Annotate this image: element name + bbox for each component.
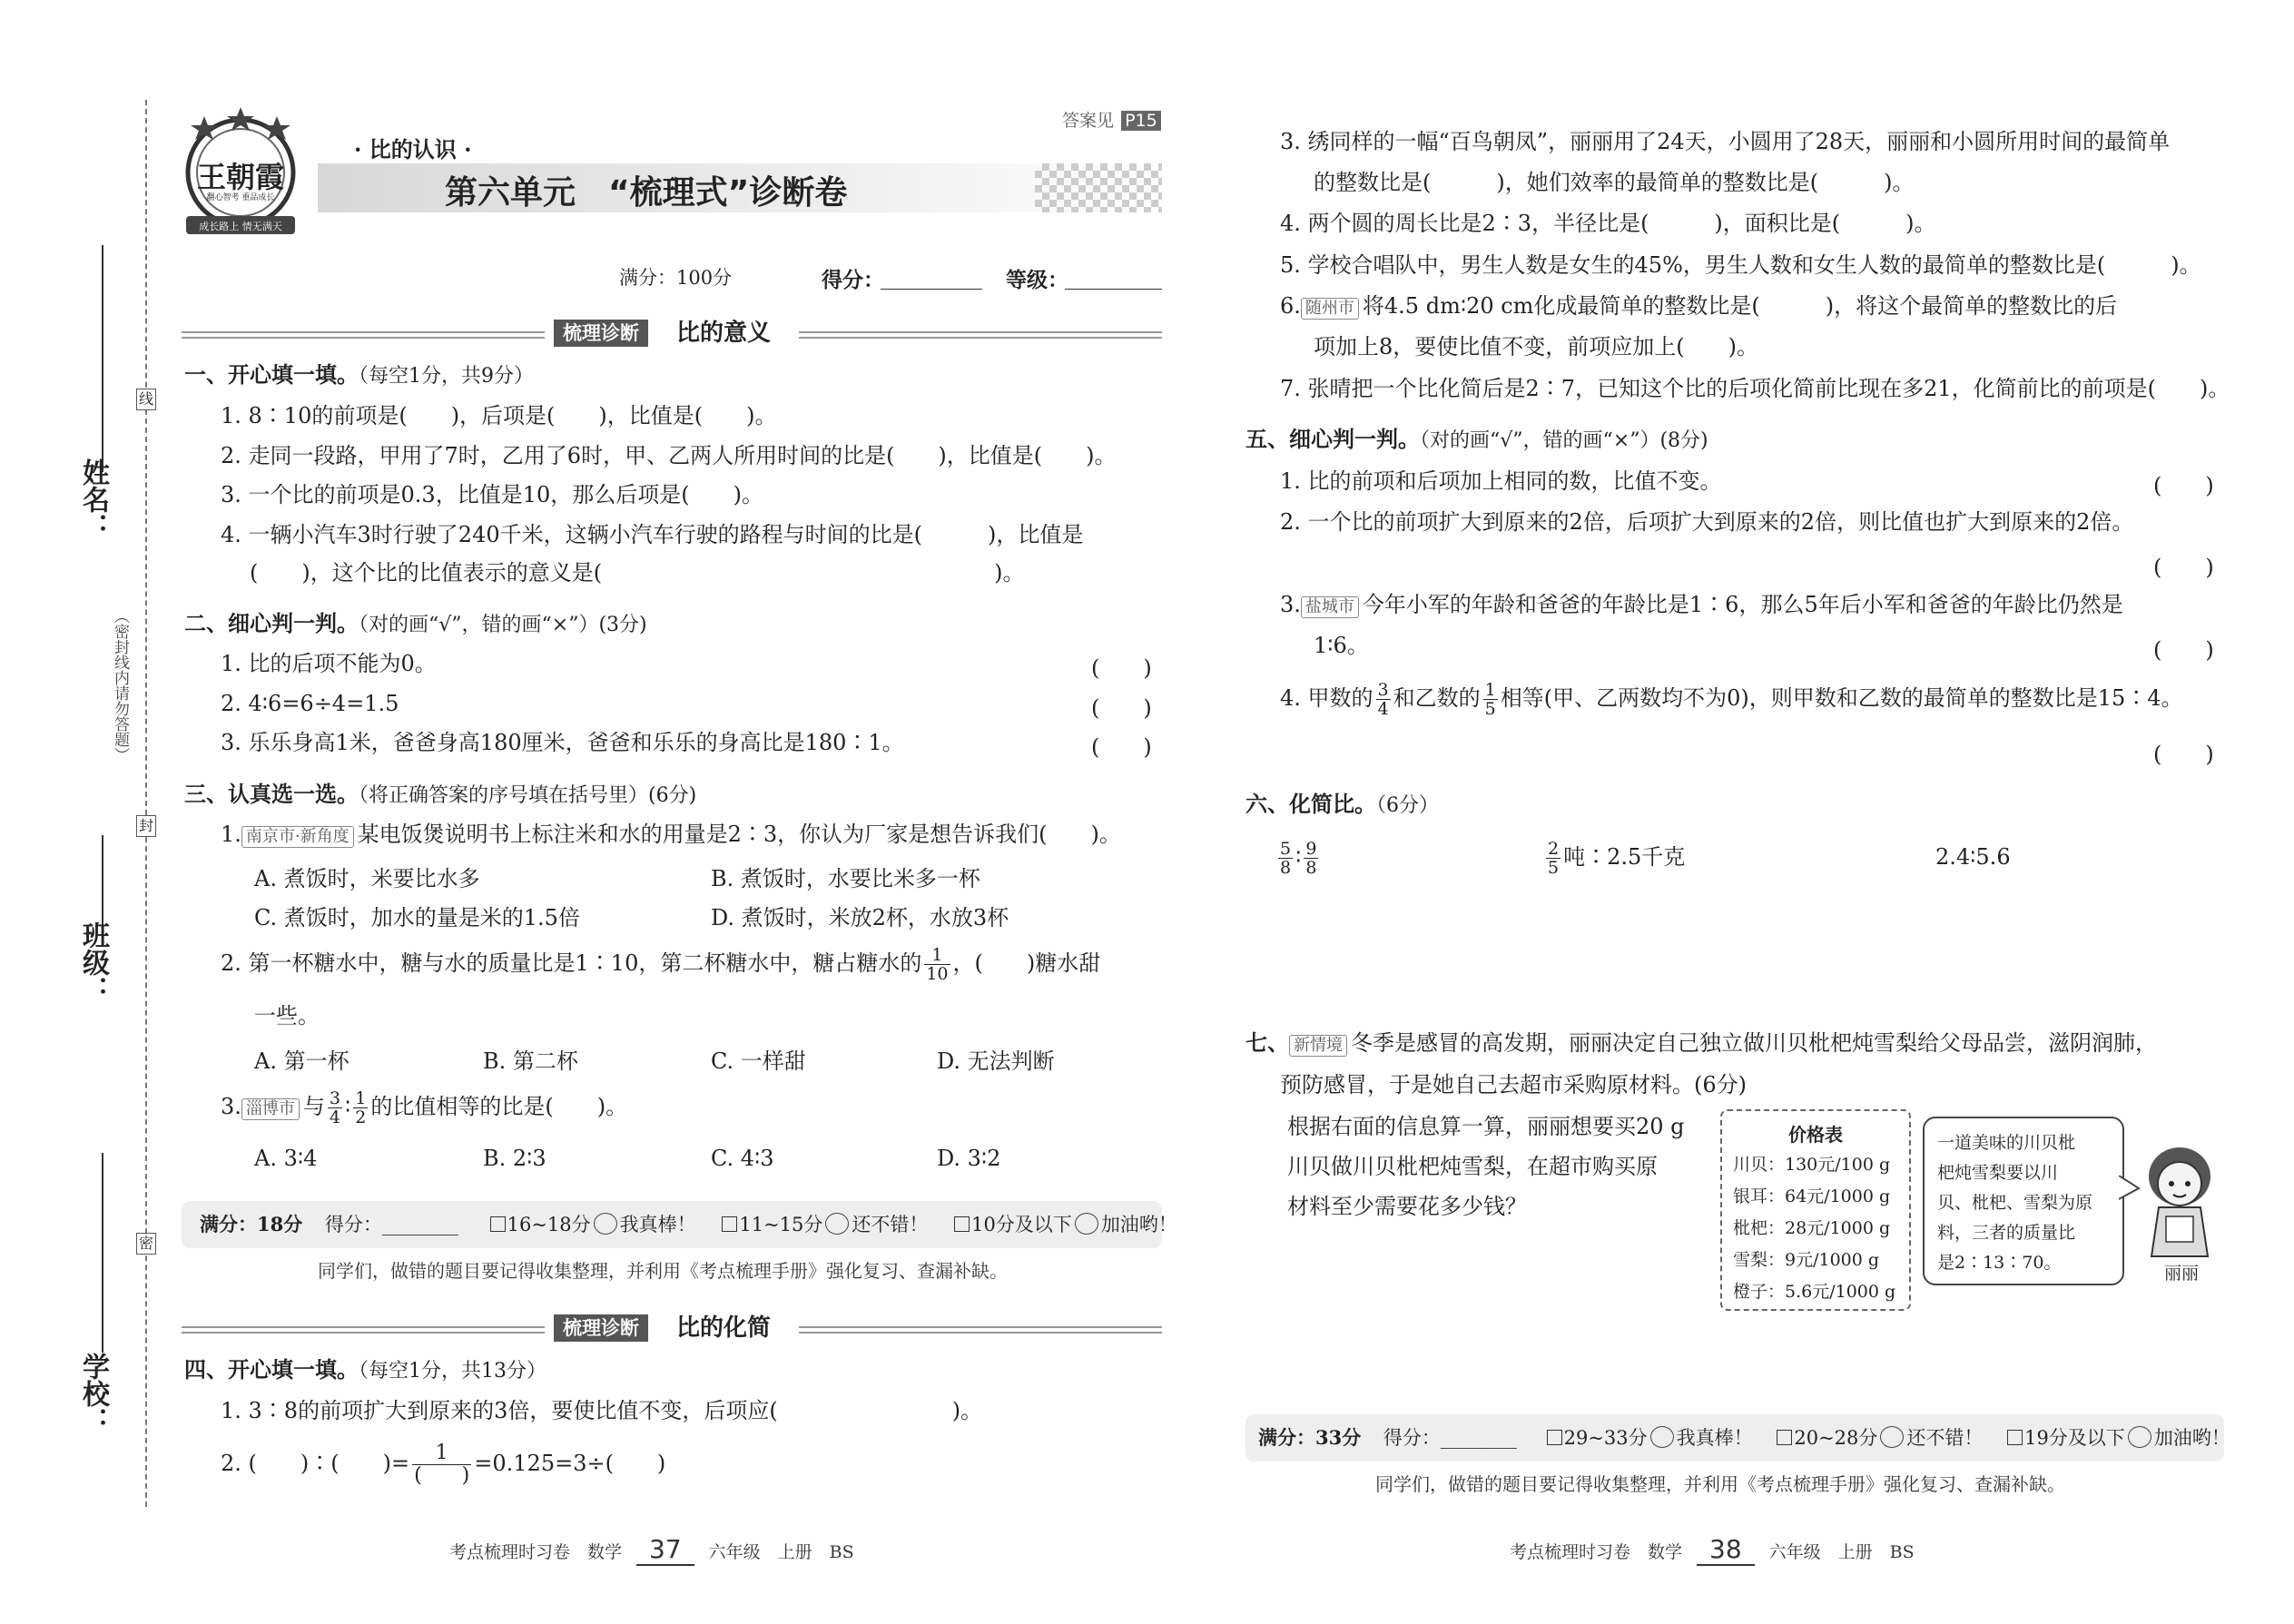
section-3-title [184, 781, 696, 810]
colon: ∶ [1295, 844, 1302, 870]
score-range: 16~18分 [507, 1214, 591, 1235]
section-note: （对的画“√”，错的画“×”）(3分) [359, 614, 647, 636]
score-label: 得分： [822, 269, 884, 292]
s3-q1 [221, 821, 1121, 848]
s3-q2-option-a[interactable]: A. 第一杯 [254, 1048, 350, 1074]
checkbox[interactable] [1547, 1430, 1562, 1445]
expr-rest: 吨∶2.5千克 [1563, 844, 1686, 870]
q-text: 冬季是感冒的高发期，丽丽决定自己独立做川贝枇杷炖雪梨给父母品尝，滋阴润肺， [1351, 1030, 2157, 1056]
s1-q2: 2. 走同一段路，甲用了7时，乙用了6时，甲、乙两人所用时间的比是( )，比值是( )。 [221, 443, 1117, 468]
score-word: 加油哟！ [2153, 1427, 2230, 1449]
section-header-simplify [182, 1314, 1162, 1342]
section-header-meaning [182, 320, 1162, 347]
checkbox[interactable] [490, 1216, 506, 1232]
s5-q3-answer[interactable]: ( ) [2153, 637, 2214, 663]
fraction [1483, 681, 1498, 718]
frac-den: 2 [355, 1107, 367, 1127]
bubble-tail-icon [2119, 1176, 2141, 1203]
score-option-1[interactable] [490, 1201, 696, 1248]
score-option-3[interactable] [954, 1201, 1177, 1248]
section-note: （每空1分，共13分） [359, 1360, 546, 1383]
score-option-1[interactable] [1547, 1414, 1753, 1462]
score-word: 我真棒！ [619, 1214, 696, 1235]
checkbox[interactable] [1777, 1430, 1792, 1445]
section-title-text: 一、开心填一填。 [184, 361, 359, 388]
header-rule-left [182, 1326, 545, 1334]
s7-body-3: 材料至少需要花多少钱？ [1287, 1194, 1527, 1219]
q-text: 今年小军的年龄和爸爸的年龄比是1∶6，那么5年后小军和爸爸的年龄比仍然是 [1362, 592, 2123, 617]
score-full: 满分：18分 [200, 1213, 303, 1235]
footer-series: 考点梳理时习卷 数学 [1510, 1542, 1683, 1562]
frac-num: 3 [1377, 680, 1389, 700]
grade-blank [1065, 289, 1162, 290]
section-note: （对的画“√”，错的画“×”）(8分) [1420, 429, 1708, 452]
section-note: （将正确答案的序号填在括号里）(6分) [359, 784, 697, 807]
s3-q2-option-d[interactable]: D. 无法判断 [937, 1048, 1055, 1074]
section-2-title [184, 610, 647, 639]
s2-q1-answer[interactable]: ( ) [1091, 655, 1152, 681]
header-tag: 梳理诊断 [554, 320, 648, 347]
s4-q2 [221, 1438, 665, 1489]
frac-num: 3 [329, 1088, 340, 1108]
score-range: 20~28分 [1794, 1427, 1878, 1449]
s3-q3 [221, 1084, 627, 1129]
frac-den: ( ) [414, 1464, 470, 1487]
s7-line2: 预防感冒，于是她自己去超市采购原材料。(6分) [1280, 1072, 1747, 1097]
score-range: 19分及以下 [2024, 1427, 2125, 1449]
header-rule-right [799, 1326, 1162, 1334]
mark-seal: 封 [136, 815, 156, 837]
price-row-4: 雪梨：9元/1000 g [1733, 1250, 1880, 1270]
section-5-title [1245, 426, 1708, 455]
brand-name: 王朝霞 [196, 160, 284, 194]
footer-grade: 六年级 上册 BS [1768, 1542, 1915, 1562]
reminder-right: 同学们，做错的题目要记得收集整理，并利用《考点梳理手册》强化复习、查漏补缺。 [1375, 1473, 2065, 1495]
q-text: 某电饭煲说明书上标注米和水的用量是2∶3，你认为厂家是想告诉我们( )。 [357, 822, 1121, 847]
s5-q3-line1 [1280, 591, 2123, 618]
fraction [1546, 840, 1561, 877]
title-checker [1035, 163, 1162, 212]
score-full: 满分：33分 [1258, 1426, 1362, 1449]
frac-den: 8 [1280, 858, 1292, 878]
s6-expr-3: 2.4∶5.6 [1935, 844, 2011, 870]
s7-body-1: 根据右面的信息算一算，丽丽想要买20 g [1287, 1114, 1685, 1139]
score-range: 11~15分 [739, 1214, 823, 1235]
score-word: 还不错！ [1906, 1427, 1984, 1449]
header-title: 比的化简 [676, 1314, 772, 1342]
s2-q2: 2. 4∶6=6÷4=1.5 [221, 691, 399, 716]
s2-q3-answer[interactable]: ( ) [1091, 734, 1152, 760]
q-text: 4. 甲数的 [1280, 685, 1373, 711]
footer-series: 考点梳理时习卷 数学 [449, 1542, 623, 1562]
s5-q1: 1. 比的前项和后项加上相同的数，比值不变。 [1280, 468, 1722, 494]
cheer-face-icon [1075, 1213, 1098, 1235]
s2-q1: 1. 比的后项不能为0。 [221, 651, 437, 676]
header-rule-left [182, 331, 545, 339]
smile-face-icon [825, 1213, 849, 1235]
brand-sub: 成长路上 情无满天 [199, 221, 282, 232]
page-number: 37 [636, 1534, 694, 1566]
binding-dash-line [145, 100, 147, 1507]
cheer-face-icon [2128, 1426, 2151, 1448]
happy-face-icon [594, 1213, 617, 1235]
bubble-line-1: 一道美味的川贝枇 [1937, 1133, 2076, 1153]
page-number: 38 [1697, 1534, 1755, 1566]
s3-q1-option-a[interactable]: A. 煮饭时，米要比水多 [254, 866, 480, 891]
s5-q4-answer[interactable]: ( ) [2153, 742, 2214, 767]
score-word: 加油哟！ [1100, 1214, 1177, 1235]
source-tag: 南京市·新角度 [241, 826, 354, 848]
score-option-3[interactable] [2007, 1414, 2230, 1462]
section-title-text: 六、化简比。 [1245, 791, 1376, 817]
q-text-tail: 相等(甲、乙两数均不为0)，则甲数和乙数的最简单的整数比是15∶4。 [1500, 685, 2183, 711]
score-blank[interactable]: 得分：________ [324, 1214, 458, 1235]
source-tag: 新情境 [1289, 1035, 1347, 1057]
full-score: 满分：100分 [619, 267, 733, 289]
reminder-left: 同学们，做错的题目要记得收集整理，并利用《考点梳理手册》强化复习、查漏补缺。 [318, 1260, 1008, 1282]
s6-expr-2 [1543, 832, 1685, 882]
s3-q1-option-b[interactable]: B. 煮饭时，水要比米多一杯 [711, 866, 980, 891]
fraction [353, 1089, 368, 1127]
frac-den: 5 [1484, 699, 1496, 719]
brand-tiny: 翻心智考 重品成长 [206, 193, 275, 202]
s4-q4: 4. 两个圆的周长比是2∶3，半径比是( )，面积比是( )。 [1280, 211, 1936, 236]
section-4-title [184, 1356, 546, 1385]
fraction [1304, 840, 1318, 877]
happy-face-icon [1650, 1426, 1674, 1448]
fraction [1278, 840, 1293, 877]
s4-q1: 1. 3∶8的前项扩大到原来的3倍，要使比值不变，后项应( )。 [221, 1398, 983, 1423]
frac-den: 5 [1548, 858, 1560, 878]
section-title-text: 五、细心判一判。 [1245, 426, 1420, 452]
frac-den: 4 [329, 1107, 340, 1127]
s3-q3-option-d[interactable]: D. 3∶2 [937, 1146, 1001, 1171]
frac-den: 4 [1377, 699, 1389, 719]
girl-illustration-icon [2139, 1142, 2220, 1260]
section-note: （每空1分，共9分） [359, 365, 534, 388]
price-row-3: 枇杷：28元/1000 g [1733, 1218, 1891, 1238]
school-label: 学校： [77, 1353, 109, 1434]
bubble-line-3: 贝、枇杷、雪梨为原 [1937, 1193, 2093, 1213]
checkbox[interactable] [2007, 1430, 2023, 1445]
s7-body-2: 川贝做川贝枇杷炖雪梨，在超市购买原 [1287, 1154, 1658, 1179]
q-text: 将4.5 dm∶20 cm化成最简单的整数比是( )，将这个最简单的整数比的后 [1362, 293, 2118, 319]
page-title: 第六单元 “梳理式”诊断卷 [445, 174, 848, 212]
frac-num: 1 [412, 1442, 471, 1465]
frac-num: 5 [1280, 839, 1292, 859]
s1-q4-line1: 4. 一辆小汽车3时行驶了240千米，这辆小汽车行驶的路程与时间的比是( )，比值是 [221, 522, 1084, 547]
score-blank[interactable]: 得分：________ [1383, 1427, 1517, 1449]
s4-q7: 7. 张晴把一个比化简后是2∶7，已知这个比的后项化简前比现在多21，化简前比的前项是( )。 [1280, 376, 2230, 401]
s5-q2-answer[interactable]: ( ) [2153, 555, 2214, 580]
s3-q3-option-b[interactable]: B. 2∶3 [483, 1146, 546, 1171]
seal-note: （密封线内请勿答题） [111, 608, 129, 763]
fraction [412, 1442, 471, 1487]
score-bar-1 [182, 1201, 1177, 1248]
s5-q2: 2. 一个比的前项扩大到原来的2倍，后项扩大到原来的2倍，则比值也扩大到原来的2倍。 [1280, 509, 2134, 535]
frac-num: 2 [1548, 839, 1560, 859]
section-title-text: 三、认真选一选。 [184, 781, 359, 807]
s4-q3-line1: 3. 绣同样的一幅“百鸟朝凤”，丽丽用了24天，小圆用了28天，丽丽和小圆所用时间的最简单 [1280, 129, 2171, 154]
q-number: 3. [1280, 592, 1301, 617]
section-title-text: 四、开心填一填。 [184, 1356, 359, 1383]
answer-ref [1062, 107, 1161, 132]
s7-line1 [1245, 1029, 2157, 1057]
frac-num: 1 [1484, 680, 1496, 700]
colon: ∶ [345, 1094, 351, 1119]
score-word: 我真棒！ [1676, 1427, 1753, 1449]
score-bar-2 [1245, 1414, 2230, 1462]
s3-q2-option-c[interactable]: C. 一样甜 [711, 1048, 806, 1074]
name-label: 姓名： [77, 458, 109, 540]
mark-line: 线 [136, 389, 156, 410]
s4-q6-line2: 项加上8，要使比值不变，前项应加上( )。 [1314, 334, 1758, 359]
q-number: 3. [221, 1094, 241, 1119]
score-range: 29~33分 [1563, 1427, 1648, 1449]
section-title-text: 二、细心判一判。 [184, 610, 359, 636]
price-row-1: 川贝：130元/100 g [1733, 1155, 1891, 1175]
s3-q2-line2: 一些。 [254, 1003, 320, 1029]
footer-left [449, 1534, 854, 1566]
q-text-tail: ，( )糖水甜 [952, 950, 1101, 976]
source-tag: 淄博市 [241, 1098, 300, 1120]
price-row-2: 银耳：64元/1000 g [1733, 1186, 1891, 1206]
score-option-2[interactable] [1777, 1414, 1983, 1462]
score-range: 10分及以下 [971, 1214, 1072, 1235]
answer-ref-label: 答案见 [1062, 111, 1115, 131]
class-label: 班级： [77, 921, 109, 1003]
q-text: 与 [302, 1094, 325, 1119]
section-note: （6分） [1376, 794, 1439, 817]
s1-q3: 3. 一个比的前项是0.3，比值是10，那么后项是( )。 [221, 482, 763, 507]
frac-den: 8 [1305, 858, 1317, 878]
s3-q2-line1 [221, 940, 1100, 986]
fraction [328, 1089, 342, 1127]
s5-q3-line2: 1∶6。 [1314, 633, 1369, 658]
s3-q1-option-c[interactable]: C. 煮饭时，加水的量是米的1.5倍 [254, 905, 580, 930]
q-text-tail: 的比值相等的比是( )。 [370, 1094, 628, 1119]
s2-q3: 3. 乐乐身高1米，爸爸身高180厘米，爸爸和乐乐的身高比是180∶1。 [221, 730, 904, 755]
grade-label: 等级： [1006, 269, 1068, 292]
header-tag: 梳理诊断 [554, 1314, 648, 1342]
bubble-line-2: 杷炖雪梨要以川 [1937, 1163, 2059, 1183]
bubble-line-4: 料，三者的质量比 [1937, 1223, 2076, 1243]
s5-q4 [1280, 674, 2183, 723]
frac-den: 10 [926, 964, 949, 984]
score-blank [881, 289, 982, 290]
bubble-line-5: 是2∶13∶70。 [1937, 1253, 2062, 1273]
s1-q1: 1. 8∶10的前项是( )，后项是( )，比值是( )。 [221, 403, 777, 428]
topic-label: · 比的认识 · [354, 136, 472, 162]
school-line [102, 1153, 103, 1353]
q-number: 6. [1280, 293, 1301, 319]
s6-expr-1 [1275, 832, 1321, 882]
footer-right [1510, 1534, 1915, 1566]
price-table-title: 价格表 [1788, 1124, 1843, 1146]
score-option-2[interactable] [722, 1201, 928, 1248]
section-1-title [184, 361, 534, 390]
name-line [102, 245, 103, 472]
footer-grade: 六年级 上册 BS [708, 1542, 854, 1562]
s4-q6-line1 [1280, 292, 2117, 320]
speech-bubble [1923, 1117, 2124, 1285]
frac-num: 1 [355, 1088, 367, 1108]
source-tag: 盐城市 [1301, 596, 1359, 618]
header-title: 比的意义 [676, 320, 772, 347]
s3-q2-option-b[interactable]: B. 第二杯 [483, 1048, 578, 1074]
frac-num: 9 [1305, 839, 1317, 859]
q-number: 1. [221, 822, 241, 847]
score-word: 还不错！ [852, 1214, 929, 1235]
section-6-title [1245, 791, 1439, 820]
girl-name: 丽丽 [2164, 1264, 2200, 1284]
s3-q1-option-d[interactable]: D. 煮饭时，米放2杯，水放3杯 [711, 905, 1009, 930]
s1-q4-line2: ( )，这个比的比值表示的意义是( )。 [250, 560, 1025, 586]
q-text: 2. ( )∶( )= [221, 1451, 410, 1476]
fraction [924, 946, 950, 983]
checkbox[interactable] [722, 1216, 737, 1232]
source-tag: 随州市 [1301, 298, 1359, 320]
q-text-mid: 和乙数的 [1393, 685, 1481, 711]
header-rule-right [799, 331, 1162, 339]
price-row-5: 橙子：5.6元/1000 g [1733, 1282, 1896, 1302]
brand-logo [172, 100, 309, 236]
smile-face-icon [1880, 1426, 1904, 1448]
frac-num: 1 [924, 946, 950, 965]
q-text-tail: =0.125=3÷( ) [474, 1451, 666, 1476]
answer-ref-page: P15 [1121, 111, 1161, 131]
checkbox[interactable] [954, 1216, 970, 1232]
price-table [1720, 1109, 1911, 1311]
s4-q5: 5. 学校合唱队中，男生人数是女生的45%，男生人数和女生人数的最简单的整数比是( )。 [1280, 252, 2201, 278]
s3-q3-option-a[interactable]: A. 3∶4 [254, 1146, 318, 1171]
q-text: 2. 第一杯糖水中，糖与水的质量比是1∶10，第二杯糖水中，糖占糖水的 [221, 950, 922, 976]
s3-q3-option-c[interactable]: C. 4∶3 [711, 1146, 774, 1171]
s2-q2-answer[interactable]: ( ) [1091, 695, 1152, 721]
s4-q3-line2: 的整数比是( )，她们效率的最简单的整数比是( )。 [1314, 170, 1915, 195]
s5-q1-answer[interactable]: ( ) [2153, 473, 2214, 498]
section-prefix: 七、 [1245, 1029, 1289, 1056]
fraction [1376, 681, 1391, 718]
mark-dense: 密 [136, 1233, 156, 1255]
